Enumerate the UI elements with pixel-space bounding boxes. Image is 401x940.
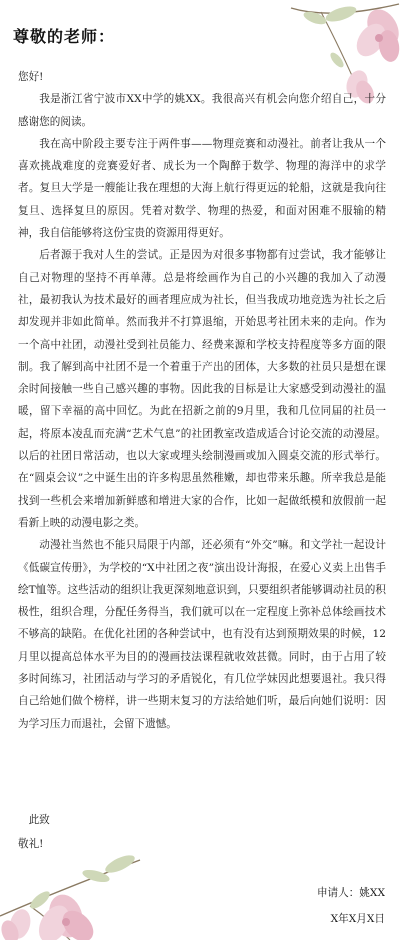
letter-body	[18, 66, 386, 735]
letter-paragraph: 我是浙江省宁波市XX中学的姚XX。我很高兴有机会向您介绍自己，十分感谢您的阅读。	[18, 93, 386, 128]
signature: 申请人：姚XX	[316, 887, 385, 899]
magnolia-flower-icon	[0, 820, 150, 940]
closing-line: 此致	[28, 814, 50, 826]
closing-salute: 敬礼!	[18, 838, 44, 850]
letter-date: X年X月X日	[330, 913, 385, 925]
letter-paragraph: 我在高中阶段主要专注于两件事——物理竞赛和动漫社。前者让我从一个喜欢挑战难度的竞赛爱好者、成长为一个陶醉于数学、物理的海洋中的求学者。复旦大学是一艘能让我在理想的大海上航行得更远的轮船，这就是我向往复旦、选择复旦的原因。凭着对数学、物理的热爱，和面对困难不服输的精神，我自信能够将这份宝贵的资源用得更好。	[18, 137, 386, 240]
letter-paragraph: 后者源于我对人生的尝试。正是因为对很多事物都有过尝试，我才能够让自己对物理的坚持不再单薄。总是将绘画作为自己的小兴趣的我加入了动漫社，最初我认为技术最好的画者理应成为社长，但当我成功地竞选为社长之后却发现并非如此简单。然而我并不打算退缩，开始思考社团未来的走向。作为一个高中社团，动漫社受到社员能力、经费来源和学校支持程度等多方面的限制。我了解到高中社团不是一个着重于产出的团体，大多数的社员只是想在课余时间接触一些自己感兴趣的事物。因此我的目标是让大家感受到动漫社的温暖，留下幸福的高中回忆。为此在招新之前的9月里，我和几位同届的社员一起，将原本凌乱而充满“艺术气息”的社团教室改造成适合讨论交流的动漫屋。以后的社团日常活动，也以大家或埋头绘制漫画或加入圆桌交流的形式举行。在“圆桌会议”之中诞生出的许多构思虽然稚嫩，却也带来乐趣。所幸我总是能找到一些机会来增加新鲜感和增进大家的合作，比如一起做纸模和放假前一起看新上映的动漫电影之类。	[18, 249, 386, 529]
letter-paragraph: 动漫社当然也不能只局限于内部，还必须有“外交”嘛。和文学社一起设计《低碳宣传册》，为学校的“X中社团之夜”演出设计海报，在爱心义卖上出售手绘T恤等。这些活动的组织让我更深刻地意识到，只要组织者能够调动社员的积极性，组织合理，分配任务得当，我们就可以在一定程度上弥补总体绘画技术不够高的缺陷。在优化社团的各种尝试中，也有没有达到预期效果的时候，12月里以提高总体水平为目的的漫画技法课程就收效甚微。同时，由于占用了较多时间练习，社团活动与学习的矛盾锐化，有几位学妹因此想要退社。我只得自己给她们做个榜样，讲一些期末复习的方法给她们听，最后向她们说明：因为学习压力而退社，会留下遗憾。	[18, 539, 386, 730]
signature-block	[317, 880, 385, 932]
letter-greeting: 您好!	[18, 71, 44, 83]
letter-title: 尊敬的老师：	[13, 27, 116, 46]
